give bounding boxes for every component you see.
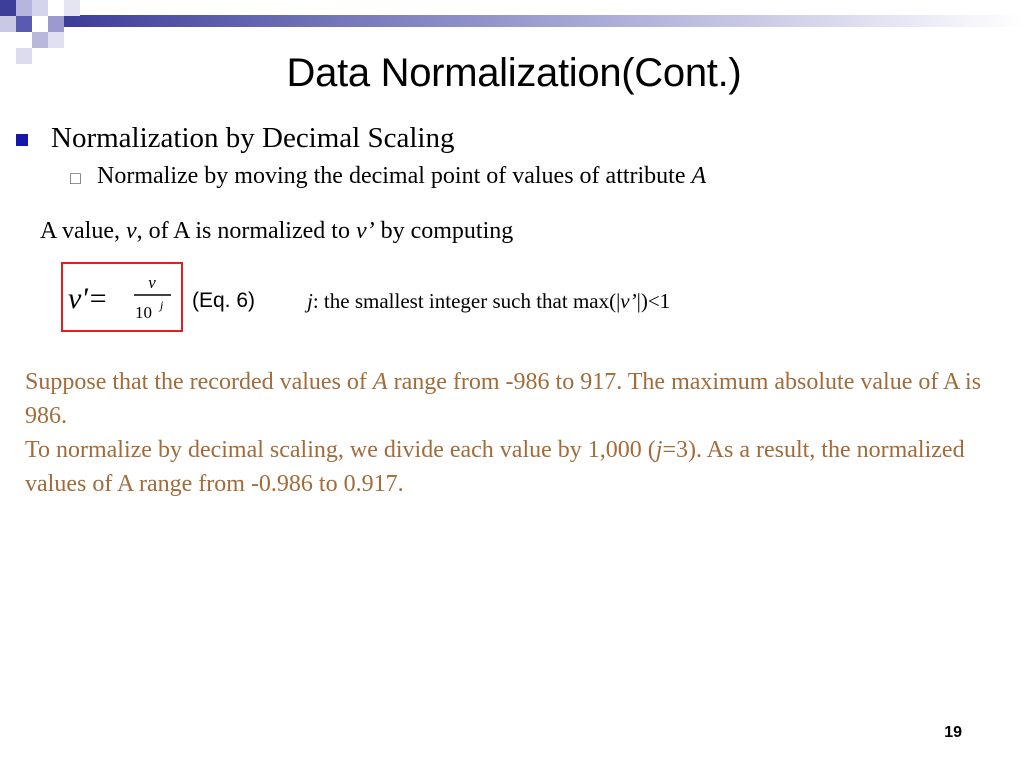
example-p2-j: j [655,437,663,463]
equation-denominator-base: 10 [135,303,152,322]
slide-title: Data Normalization(Cont.) [286,51,742,95]
equation-label: (Eq. 6) [192,289,256,312]
bullet-level2-text: Normalize by moving the decimal point of values of attribute [97,163,692,189]
example-line-1 [25,365,1005,433]
equation-numerator: v [148,273,156,292]
bullet-level1: Normalization by Decimal Scaling [51,122,455,154]
example-p1-a: Suppose that the recorded values of [25,369,373,395]
example-p1-attr: A [372,369,388,395]
j-definition [307,287,670,315]
equation-box [61,262,183,332]
j-definition-v: v’ [620,289,637,313]
formula-intro-c: by computing [374,218,514,244]
example-p2-a: To normalize by decimal scaling, we divide each value by 1,000 ( [25,437,656,463]
bullet-level2-attr: A [691,163,707,189]
j-definition-a: : the smallest integer such that max(| [312,289,621,313]
equation-lhs: v'= [68,282,108,315]
example-p2-b: =3). As a result, the normalized values of A range from -0.986 to 0.917. [25,437,965,497]
example-p1-b: range from -986 to 917. The maximum absolute value of A is 986. [25,369,982,429]
hollow-square-bullet-icon: □ [70,168,81,188]
formula-intro [40,215,513,247]
j-definition-b: |)<1 [636,289,671,313]
page-number: 19 [944,724,962,741]
j-definition-j: j [307,289,313,313]
formula-intro-b: , of A is normalized to [136,218,356,244]
equation-denominator-exp: j [160,298,164,312]
example-paragraph [25,365,1005,501]
formula-intro-v: v [125,218,137,244]
equation-svg [63,264,181,330]
formula-intro-v-prime: v’ [355,218,375,244]
bullet-level2 [97,160,706,192]
square-bullet-icon [16,134,28,146]
formula-intro-a: A value, [40,218,126,244]
example-line-2 [25,433,1005,501]
